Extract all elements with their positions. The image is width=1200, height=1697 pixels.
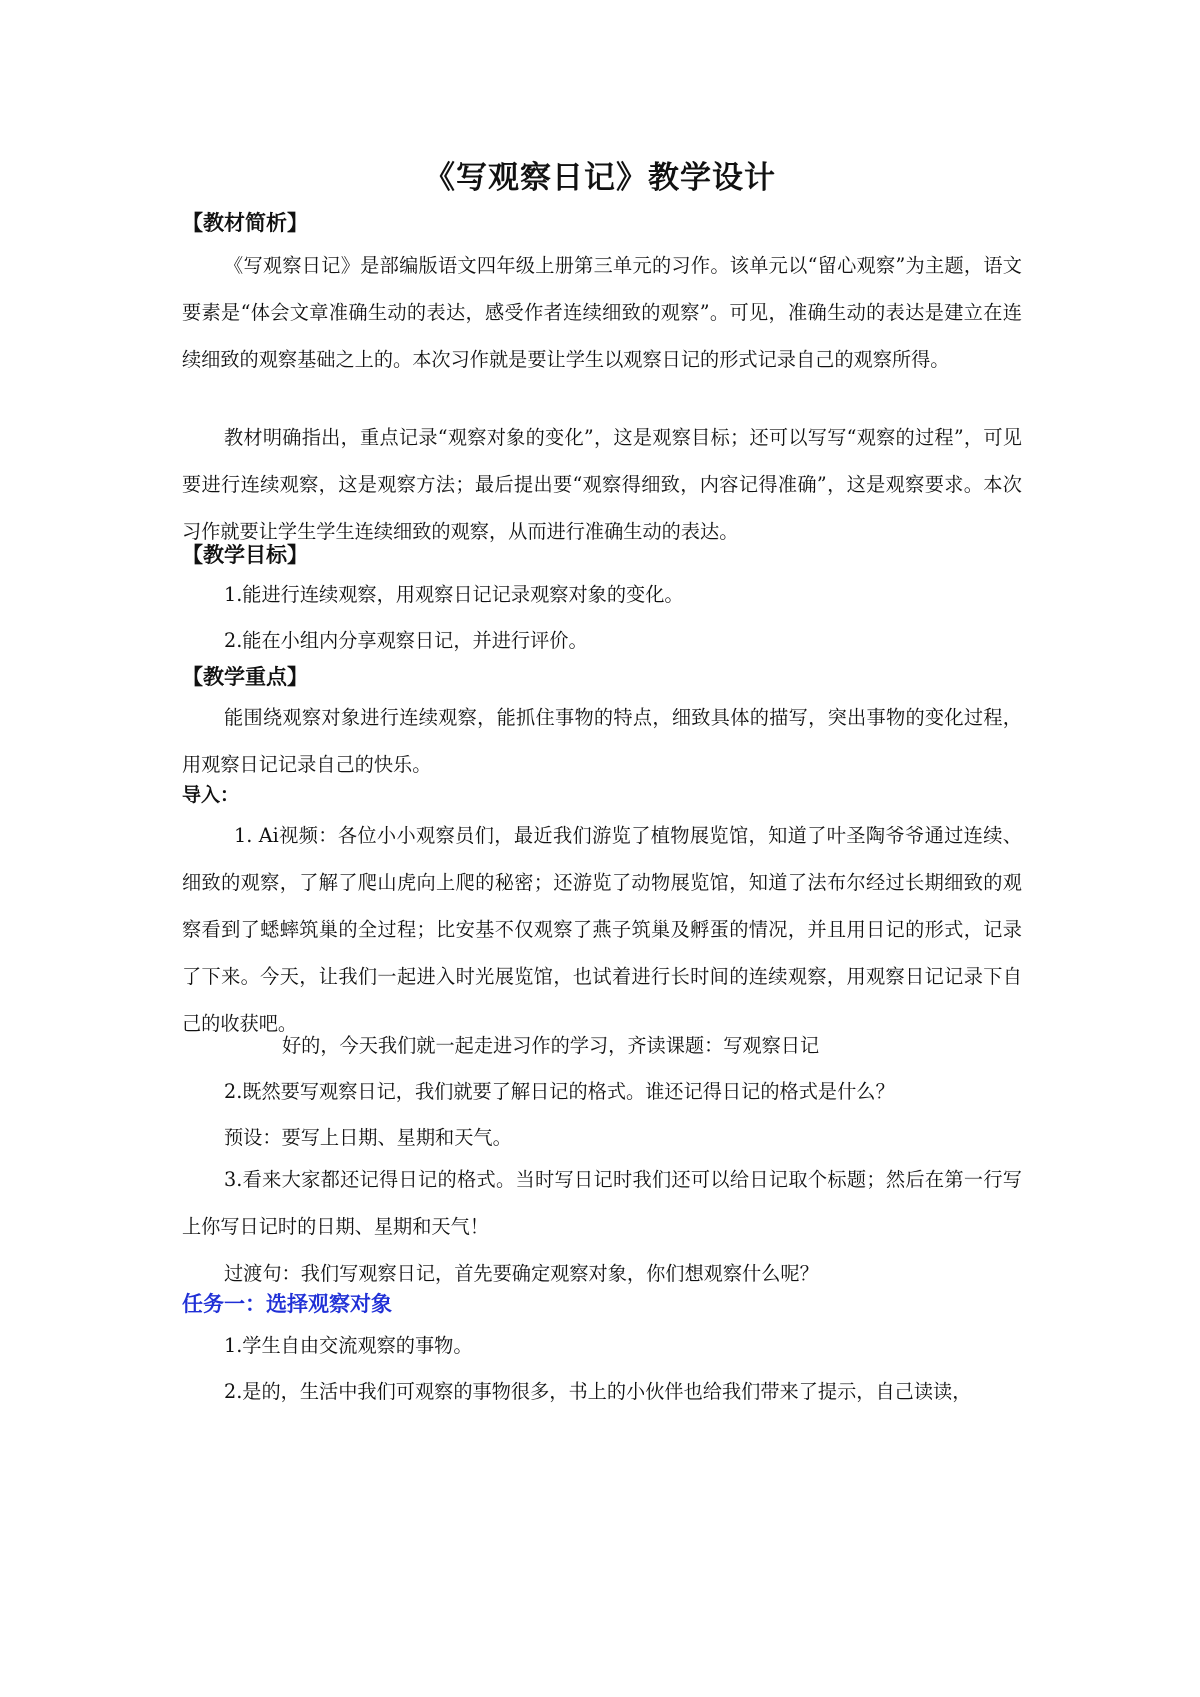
task-one-paragraph-1: 1.学生自由交流观察的事物。: [224, 1334, 473, 1357]
analysis-paragraph-1: 《写观察日记》是部编版语文四年级上册第三单元的习作。该单元以“留心观察”为主题，语文要素是“体会文章准确生动的表达，感受作者连续细致的观察”。可见，准确生动的表达是建立在连续细致的观察基础之上的。本次习作就是要让学生以观察日记的形式记录自己的观察所得。: [182, 254, 1022, 371]
goal-item-2: 2.能在小组内分享观察日记，并进行评价。: [224, 629, 588, 652]
task-one-paragraph-2: 2.是的，生活中我们可观察的事物很多，书上的小伙伴也给我们带来了提示，自己读读，: [224, 1380, 972, 1403]
section-heading-analysis: 【教材简析】: [182, 211, 308, 235]
intro-paragraph-3: 2.既然要写观察日记，我们就要了解日记的格式。谁还记得日记的格式是什么？: [224, 1080, 895, 1103]
section-heading-goals: 【教学目标】: [182, 543, 308, 567]
section-heading-focus: 【教学重点】: [182, 665, 308, 689]
document-title: 《写观察日记》教学设计: [424, 160, 776, 196]
section-heading-intro: 导入：: [182, 784, 240, 806]
analysis-paragraph-2: 教材明确指出，重点记录“观察对象的变化”，这是观察目标；还可以写写“观察的过程”，可见要进行连续观察，这是观察方法；最后提出要“观察得细致，内容记得准确”，这是观察要求。本次习作就要让学生学生连续细致的观察，从而进行准确生动的表达。: [182, 426, 1022, 543]
goal-item-1: 1.能进行连续观察，用观察日记记录观察对象的变化。: [224, 583, 684, 606]
intro-paragraph-1: 1. Ai视频：各位小小观察员们，最近我们游览了植物展览馆，知道了叶圣陶爷爷通过连续、细致的观察，了解了爬山虎向上爬的秘密；还游览了动物展览馆，知道了法布尔经过长期细致的观察看到了蟋蟀筑巢的全过程；比安基不仅观察了燕子筑巢及孵蛋的情况，并且用日记的形式，记录了下来。今天，让我们一起进入时光展览馆，也试着进行长时间的连续观察，用观察日记记录下自己的收获吧。: [182, 824, 1022, 1035]
intro-paragraph-6: 过渡句：我们写观察日记，首先要确定观察对象，你们想观察什么呢？: [224, 1262, 819, 1285]
task-one-heading: 任务一：选择观察对象: [182, 1292, 392, 1316]
focus-paragraph: 能围绕观察对象进行连续观察，能抓住事物的特点，细致具体的描写，突出事物的变化过程，用观察日记记录自己的快乐。: [182, 706, 1022, 776]
intro-paragraph-2: 好的，今天我们就一起走进习作的学习，齐读课题：写观察日记: [282, 1034, 820, 1057]
intro-paragraph-4: 预设：要写上日期、星期和天气。: [224, 1126, 512, 1149]
intro-paragraph-5: 3.看来大家都还记得日记的格式。当时写日记时我们还可以给日记取个标题；然后在第一行写上你写日记时的日期、星期和天气！: [182, 1168, 1022, 1238]
